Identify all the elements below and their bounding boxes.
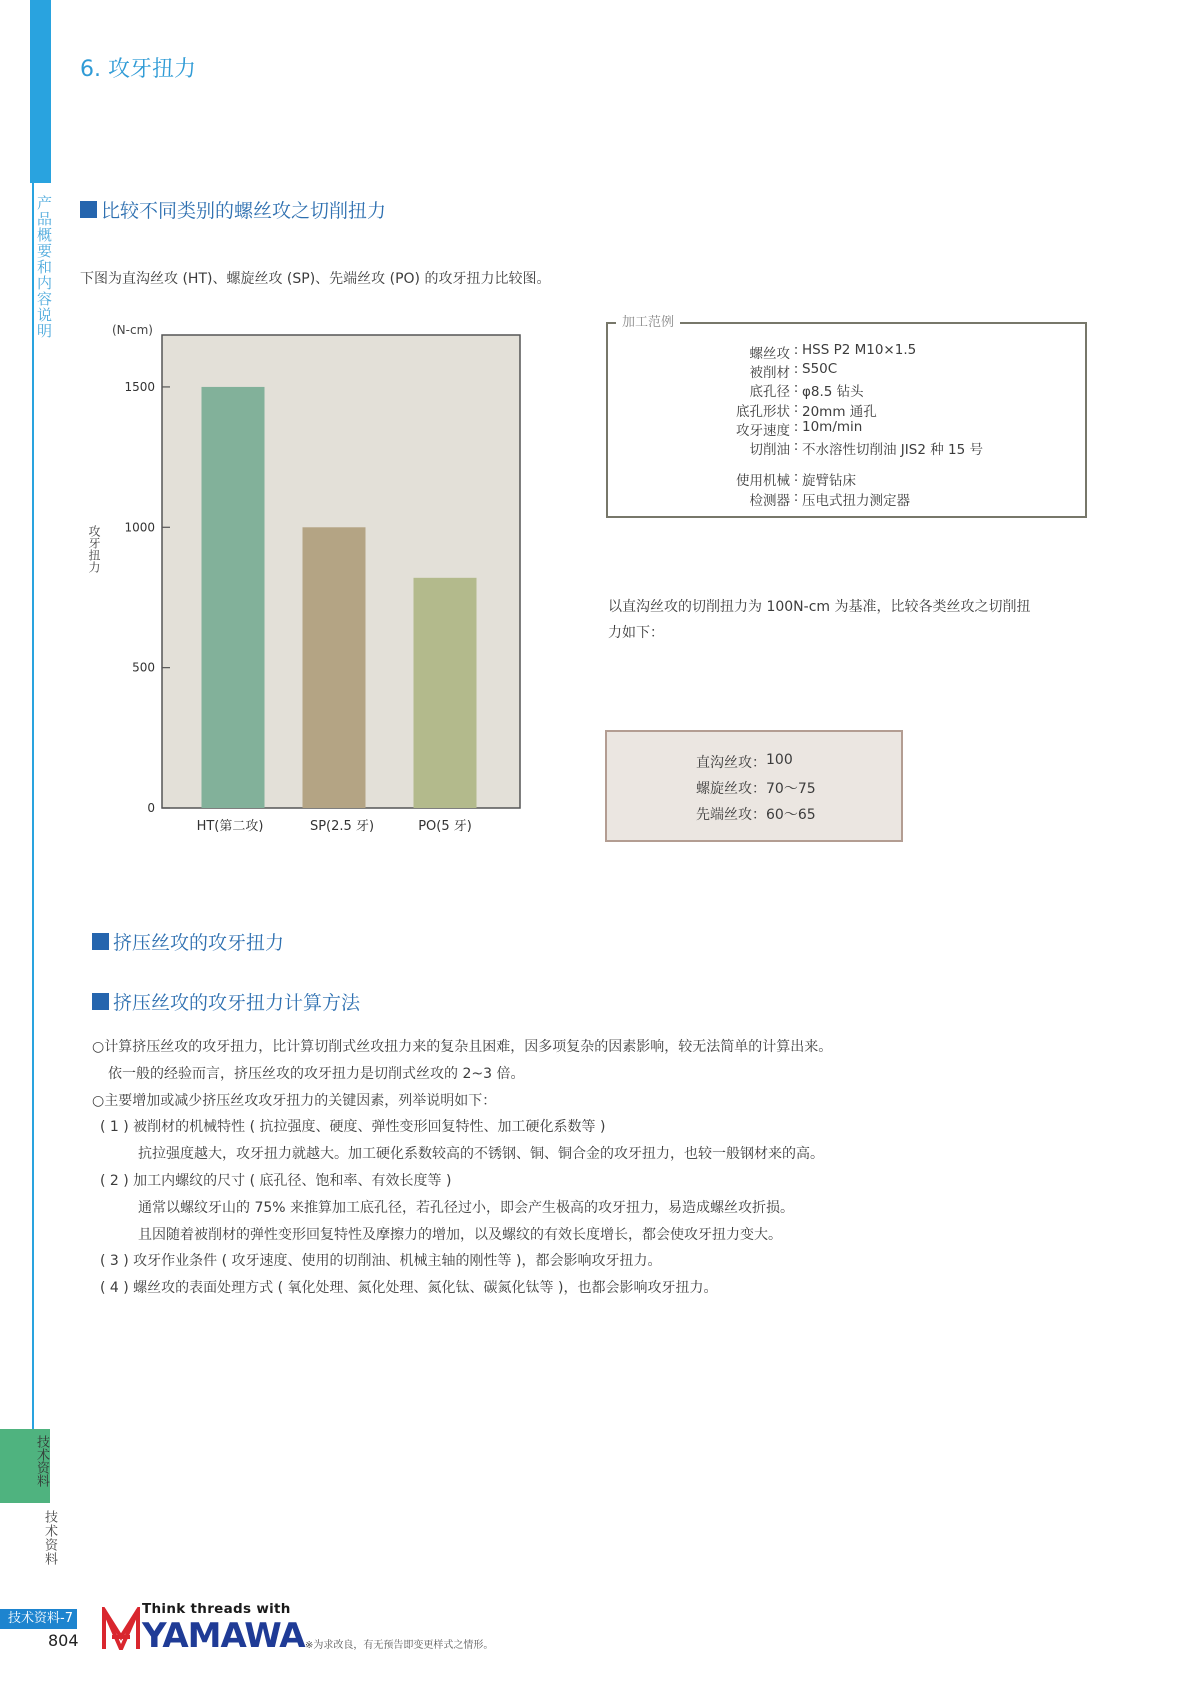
comparison-row-value: 100 (766, 752, 793, 768)
separator: : (793, 419, 799, 435)
comparison-text-line1: 以直沟丝攻的切削扭力为 100N-cm 为基准，比较各类丝攻之切削扭 (608, 599, 1031, 615)
body-line: ( 1 ) 被削材的机械特性 ( 抗拉强度、硬度、弹性变形回复特性、加工硬化系数等 ) (100, 1119, 606, 1136)
example-row-label: 切削油 (749, 442, 790, 458)
separator: ： (752, 807, 766, 823)
sidebar-tab-label: 技术资料 (34, 1435, 49, 1487)
bar-po (414, 578, 477, 808)
square-bullet-icon (92, 933, 109, 950)
example-row-value: S50C (802, 361, 838, 377)
example-row-value: 旋臂钻床 (802, 473, 856, 489)
comparison-row-label: 直沟丝攻 (696, 755, 752, 771)
comparison-row-label: 螺旋丝攻 (696, 781, 752, 797)
footer-note: ※为求改良，有无预告即变更样式之情形。 (305, 1640, 494, 1651)
logo-brand: YAMAWA (142, 1616, 305, 1656)
torque-bar-chart (80, 320, 540, 850)
body-line: ( 4 ) 螺丝攻的表面处理方式 ( 氧化处理、氮化处理、氮化钛、碳氮化钛等 )，也都会影响攻牙扭力。 (100, 1280, 718, 1297)
body-line: ○主要增加或减少挤压丝攻攻牙扭力的关键因素，列举说明如下： (92, 1092, 497, 1109)
body-line: 抗拉强度越大，攻牙扭力就越大。加工硬化系数较高的不锈钢、铜、铜合金的攻牙扭力，也较一般钢材来的高。 (138, 1146, 824, 1163)
body-line: ○计算挤压丝攻的攻牙扭力，比计算切削式丝攻扭力来的复杂且困难，因多项复杂的因素影响，较无法简单的计算出来。 (92, 1039, 833, 1055)
example-row-label: 使用机械 (736, 473, 790, 489)
body-line: ( 3 ) 攻牙作业条件 ( 攻牙速度、使用的切削油、机械主轴的刚性等 )，都会影响攻牙扭力。 (100, 1253, 662, 1270)
y-tick-label: 0 (147, 801, 155, 815)
heading-text: 挤压丝攻的攻牙扭力 (113, 932, 285, 954)
example-row (606, 342, 1026, 362)
separator: : (793, 489, 799, 505)
sidebar-section-label: 产品概要和内容说明 (35, 195, 53, 339)
chart-unit-label: (N-cm) (112, 323, 153, 337)
page-title: 6. 攻牙扭力 (80, 57, 196, 82)
comparison-row-label: 先端丝攻 (696, 807, 752, 823)
section-heading-calc-method (92, 988, 360, 1015)
square-bullet-icon (80, 201, 97, 218)
separator: ： (752, 781, 766, 797)
sidebar-tab-tech-data[interactable] (0, 1429, 50, 1503)
body-line: ( 2 ) 加工内螺纹的尺寸 ( 底孔径、饱和率、有效长度等 ) (100, 1173, 452, 1189)
example-row-label: 螺丝攻 (749, 346, 790, 362)
separator: : (793, 380, 799, 396)
body-line: 通常以螺纹牙山的 75% 来推算加工底孔径，若孔径过小，即会产生极高的攻牙扭力，易造成螺丝攻折损。 (138, 1199, 795, 1216)
separator: ： (752, 755, 766, 771)
x-tick-label: HT(第二攻) (196, 819, 264, 834)
comparison-text-line2: 力如下： (608, 625, 664, 641)
sidebar-accent-bar (30, 0, 51, 183)
example-row-value: 10m/min (802, 419, 863, 435)
separator: : (793, 361, 799, 377)
comparison-row-value: 70～75 (766, 781, 816, 797)
example-row-value: 20mm 通孔 (802, 404, 877, 420)
logo-tagline: Think threads with (142, 1601, 291, 1617)
example-row-label: 底孔径 (749, 384, 790, 400)
section-heading-forming-torque (92, 928, 284, 955)
body-line: 且因随着被削材的弹性变形回复特性及摩擦力的增加，以及螺纹的有效长度增长，都会使攻牙扭力变大。 (138, 1226, 782, 1243)
example-row (606, 438, 1026, 458)
example-row-label: 攻牙速度 (736, 423, 790, 439)
y-tick-label: 500 (132, 660, 155, 675)
example-row-label: 被削材 (749, 365, 790, 381)
example-row (606, 400, 1026, 420)
y-tick-label: 1000 (124, 520, 155, 535)
footer-section-tag: 技术资料-7 (0, 1609, 77, 1629)
heading-text: 比较不同类别的螺丝攻之切削扭力 (101, 200, 387, 222)
example-row (606, 419, 1026, 439)
section-heading-cutting-torque (80, 196, 386, 223)
comparison-row (696, 752, 793, 772)
y-tick-label: 1500 (124, 379, 155, 394)
bar-ht (202, 387, 265, 808)
example-box-legend: 加工范例 (616, 311, 680, 330)
example-row-value: φ8.5 钻头 (802, 384, 864, 400)
heading-text: 挤压丝攻的攻牙扭力计算方法 (113, 992, 361, 1014)
example-row-value: 不水溶性切削油 JIS2 种 15 号 (802, 442, 983, 458)
example-row (606, 469, 1026, 489)
example-row-label: 底孔形状 (736, 404, 790, 420)
separator: : (793, 438, 799, 454)
sidebar-line (32, 183, 34, 1429)
example-row (606, 380, 1026, 400)
comparison-row (696, 804, 816, 824)
square-bullet-icon (92, 993, 109, 1010)
body-line: 依一般的经验而言，挤压丝攻的攻牙扭力是切削式丝攻的 2~3 倍。 (108, 1065, 525, 1082)
example-row (606, 489, 1026, 509)
separator: : (793, 342, 799, 358)
page-number: 804 (48, 1631, 79, 1650)
example-row-label: 检测器 (749, 493, 790, 509)
x-tick-label: SP(2.5 牙) (309, 819, 375, 834)
separator: : (793, 469, 799, 485)
example-row (606, 361, 1026, 381)
example-row-value: HSS P2 M10×1.5 (802, 342, 917, 358)
separator: : (793, 400, 799, 416)
intro-text: 下图为直沟丝攻 (HT)、螺旋丝攻 (SP)、先端丝攻 (PO) 的攻牙扭力比较图。 (80, 271, 551, 287)
bar-sp (303, 527, 366, 808)
x-tick-label: PO(5 牙) (418, 819, 472, 834)
comparison-row (696, 778, 816, 798)
sidebar-tech-label: 技术资料 (42, 1510, 57, 1566)
comparison-row-value: 60～65 (766, 807, 816, 823)
yamawa-logo-icon (102, 1607, 140, 1650)
example-row-value: 压电式扭力测定器 (802, 493, 910, 509)
chart-y-axis-label: 攻牙扭力 (87, 525, 101, 573)
